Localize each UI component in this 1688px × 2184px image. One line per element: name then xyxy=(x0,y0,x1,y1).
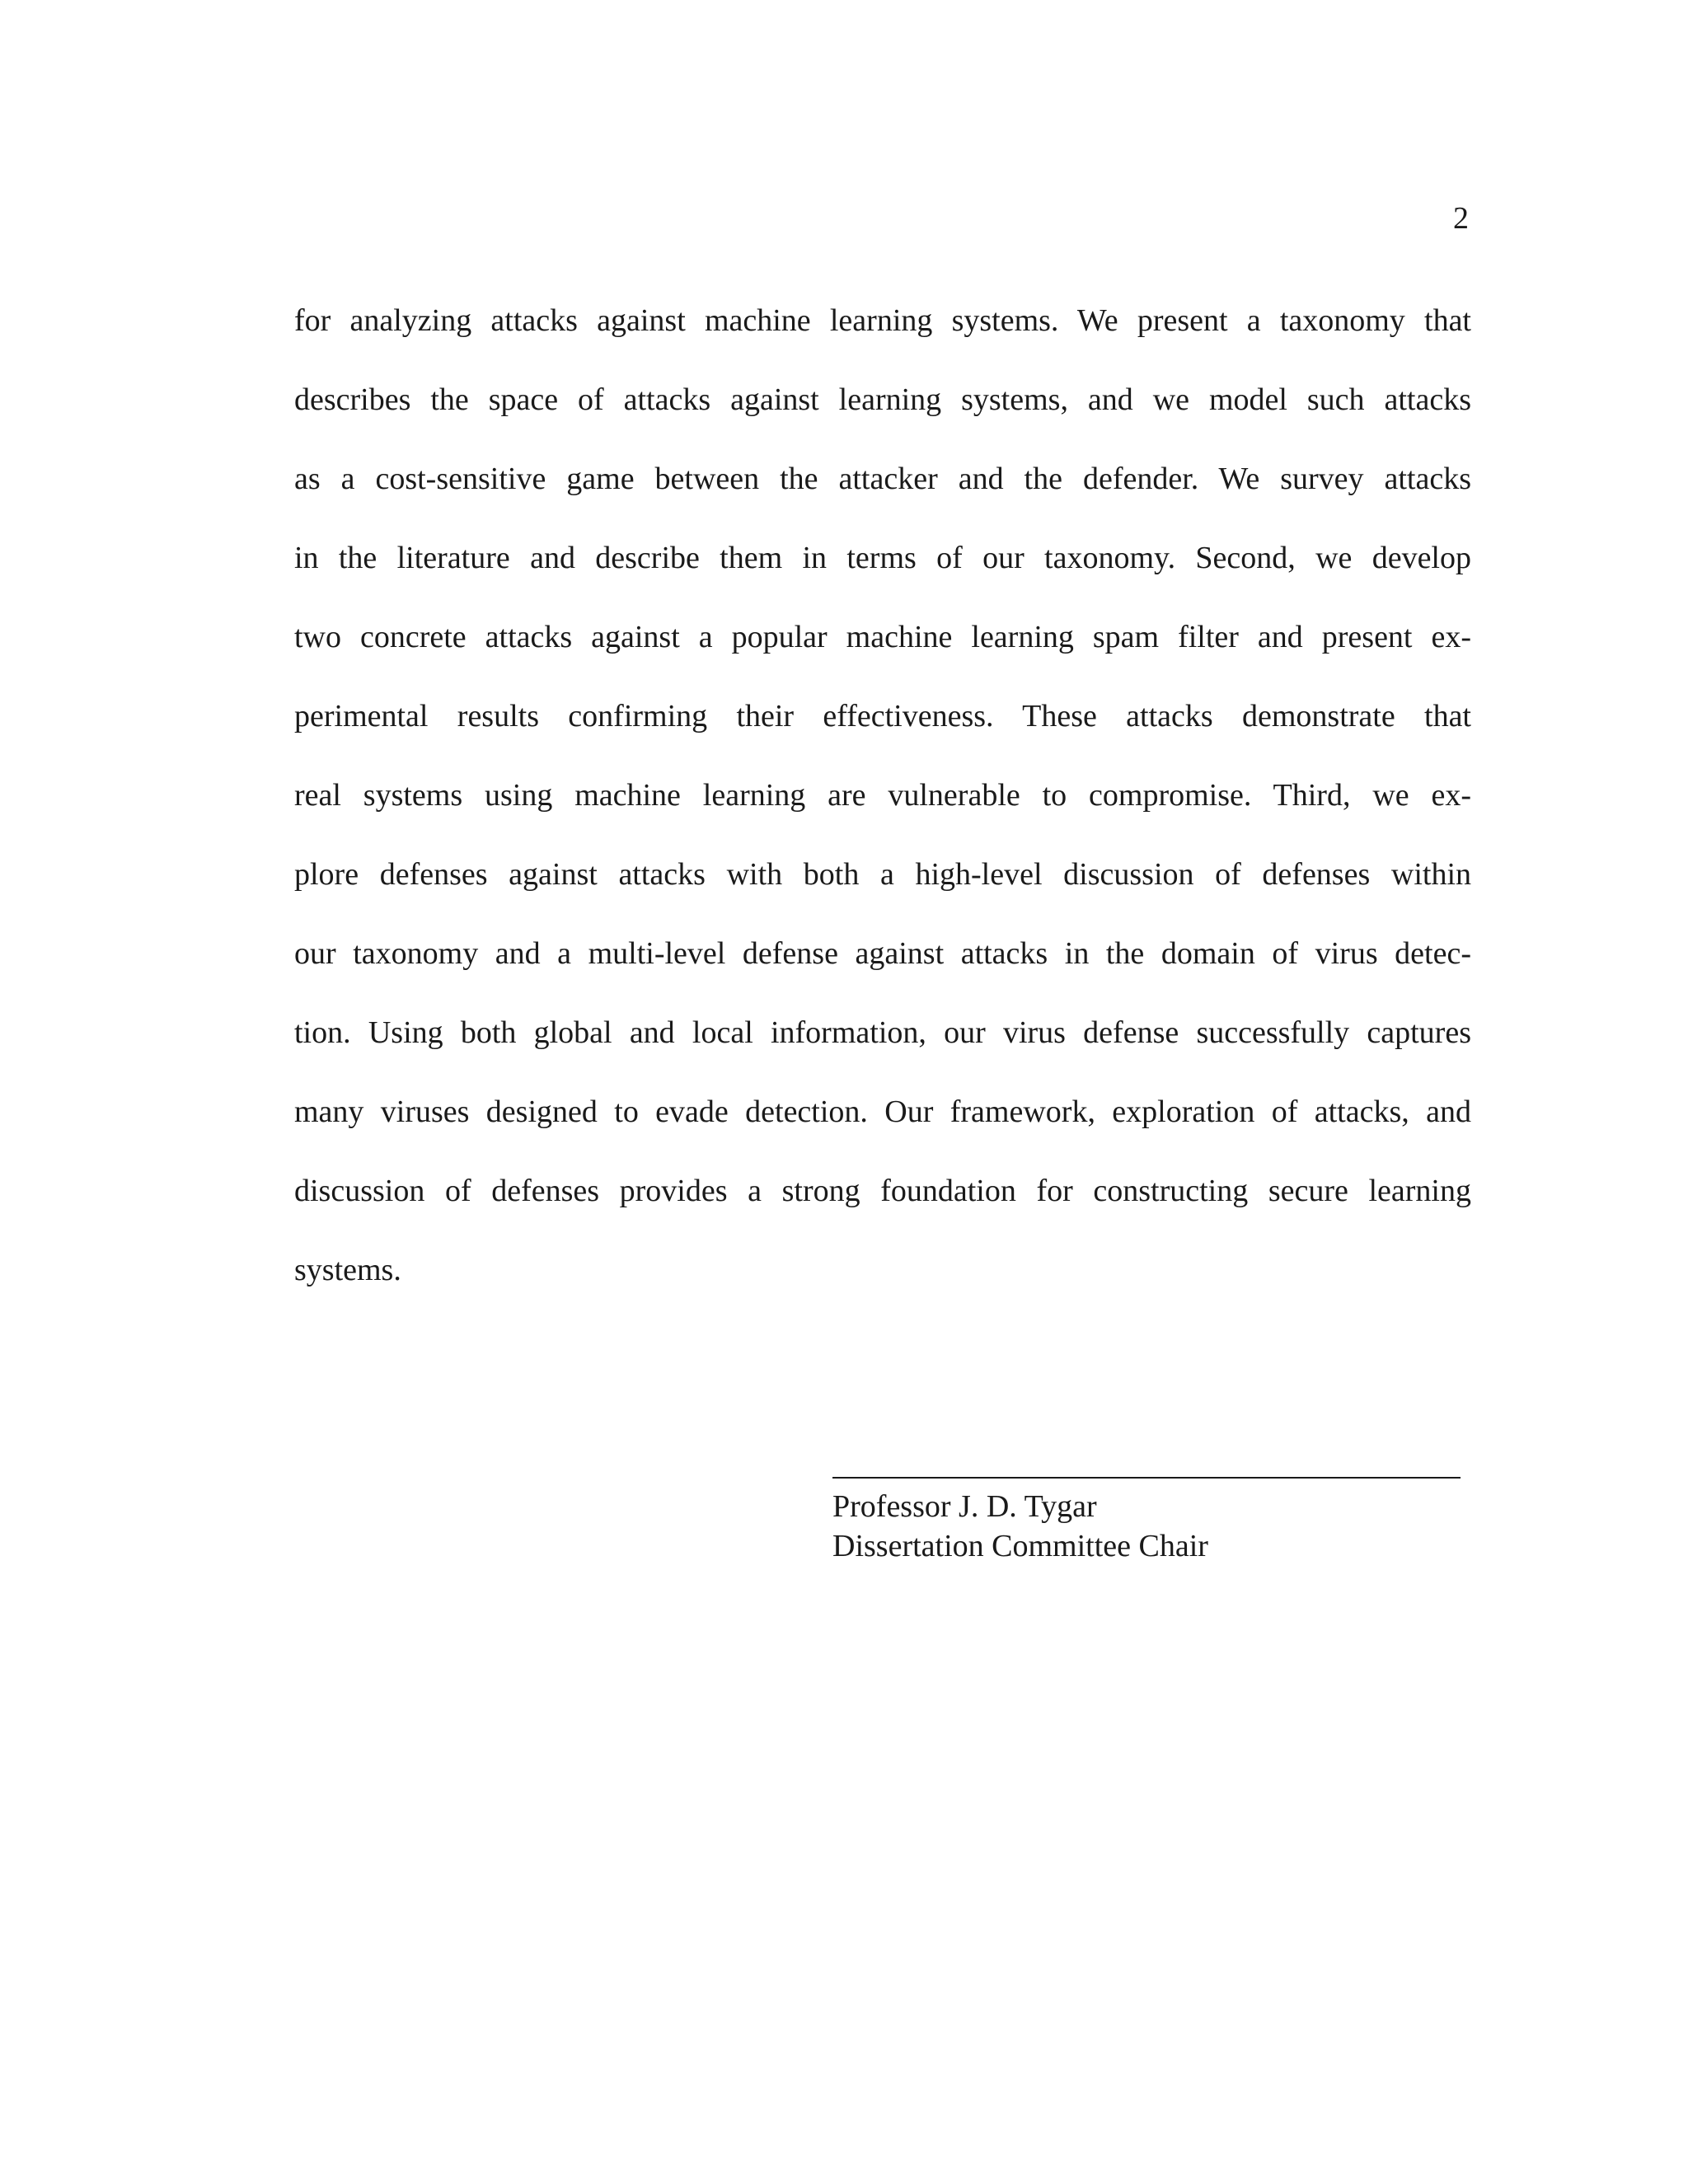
paragraph-line: tion. Using both global and local information, our virus defense successfully captures xyxy=(294,1015,1471,1050)
paragraph-line-last: systems. xyxy=(294,1253,401,1287)
paragraph-line: describes the space of attacks against learning systems, and we model such attacks xyxy=(294,382,1471,417)
paragraph-line: for analyzing attacks against machine learning systems. We present a taxonomy that xyxy=(294,303,1471,338)
signature-line xyxy=(832,1477,1461,1479)
paragraph-line: our taxonomy and a multi-level defense against attacks in the domain of virus detec- xyxy=(294,936,1471,971)
paragraph-line: plore defenses against attacks with both a high-level discussion of defenses within xyxy=(294,857,1471,892)
signature-block xyxy=(832,1477,1461,1566)
paragraph-line: many viruses designed to evade detection. Our framework, exploration of attacks, and xyxy=(294,1094,1471,1129)
paragraph-line: two concrete attacks against a popular machine learning spam filter and present ex- xyxy=(294,620,1471,654)
signer-title: Dissertation Committee Chair xyxy=(832,1529,1208,1563)
paragraph-line: perimental results confirming their effectiveness. These attacks demonstrate that xyxy=(294,699,1471,733)
signer-name: Professor J. D. Tygar xyxy=(832,1489,1097,1524)
page-number: 2 xyxy=(1453,201,1469,236)
paragraph-line: discussion of defenses provides a strong foundation for constructing secure learning xyxy=(294,1174,1471,1208)
abstract-paragraph xyxy=(294,295,1471,1324)
paragraph-line: as a cost-sensitive game between the attacker and the defender. We survey attacks xyxy=(294,462,1471,496)
paragraph-line: real systems using machine learning are vulnerable to compromise. Third, we ex- xyxy=(294,778,1471,813)
paragraph-line: in the literature and describe them in terms of our taxonomy. Second, we develop xyxy=(294,541,1471,575)
